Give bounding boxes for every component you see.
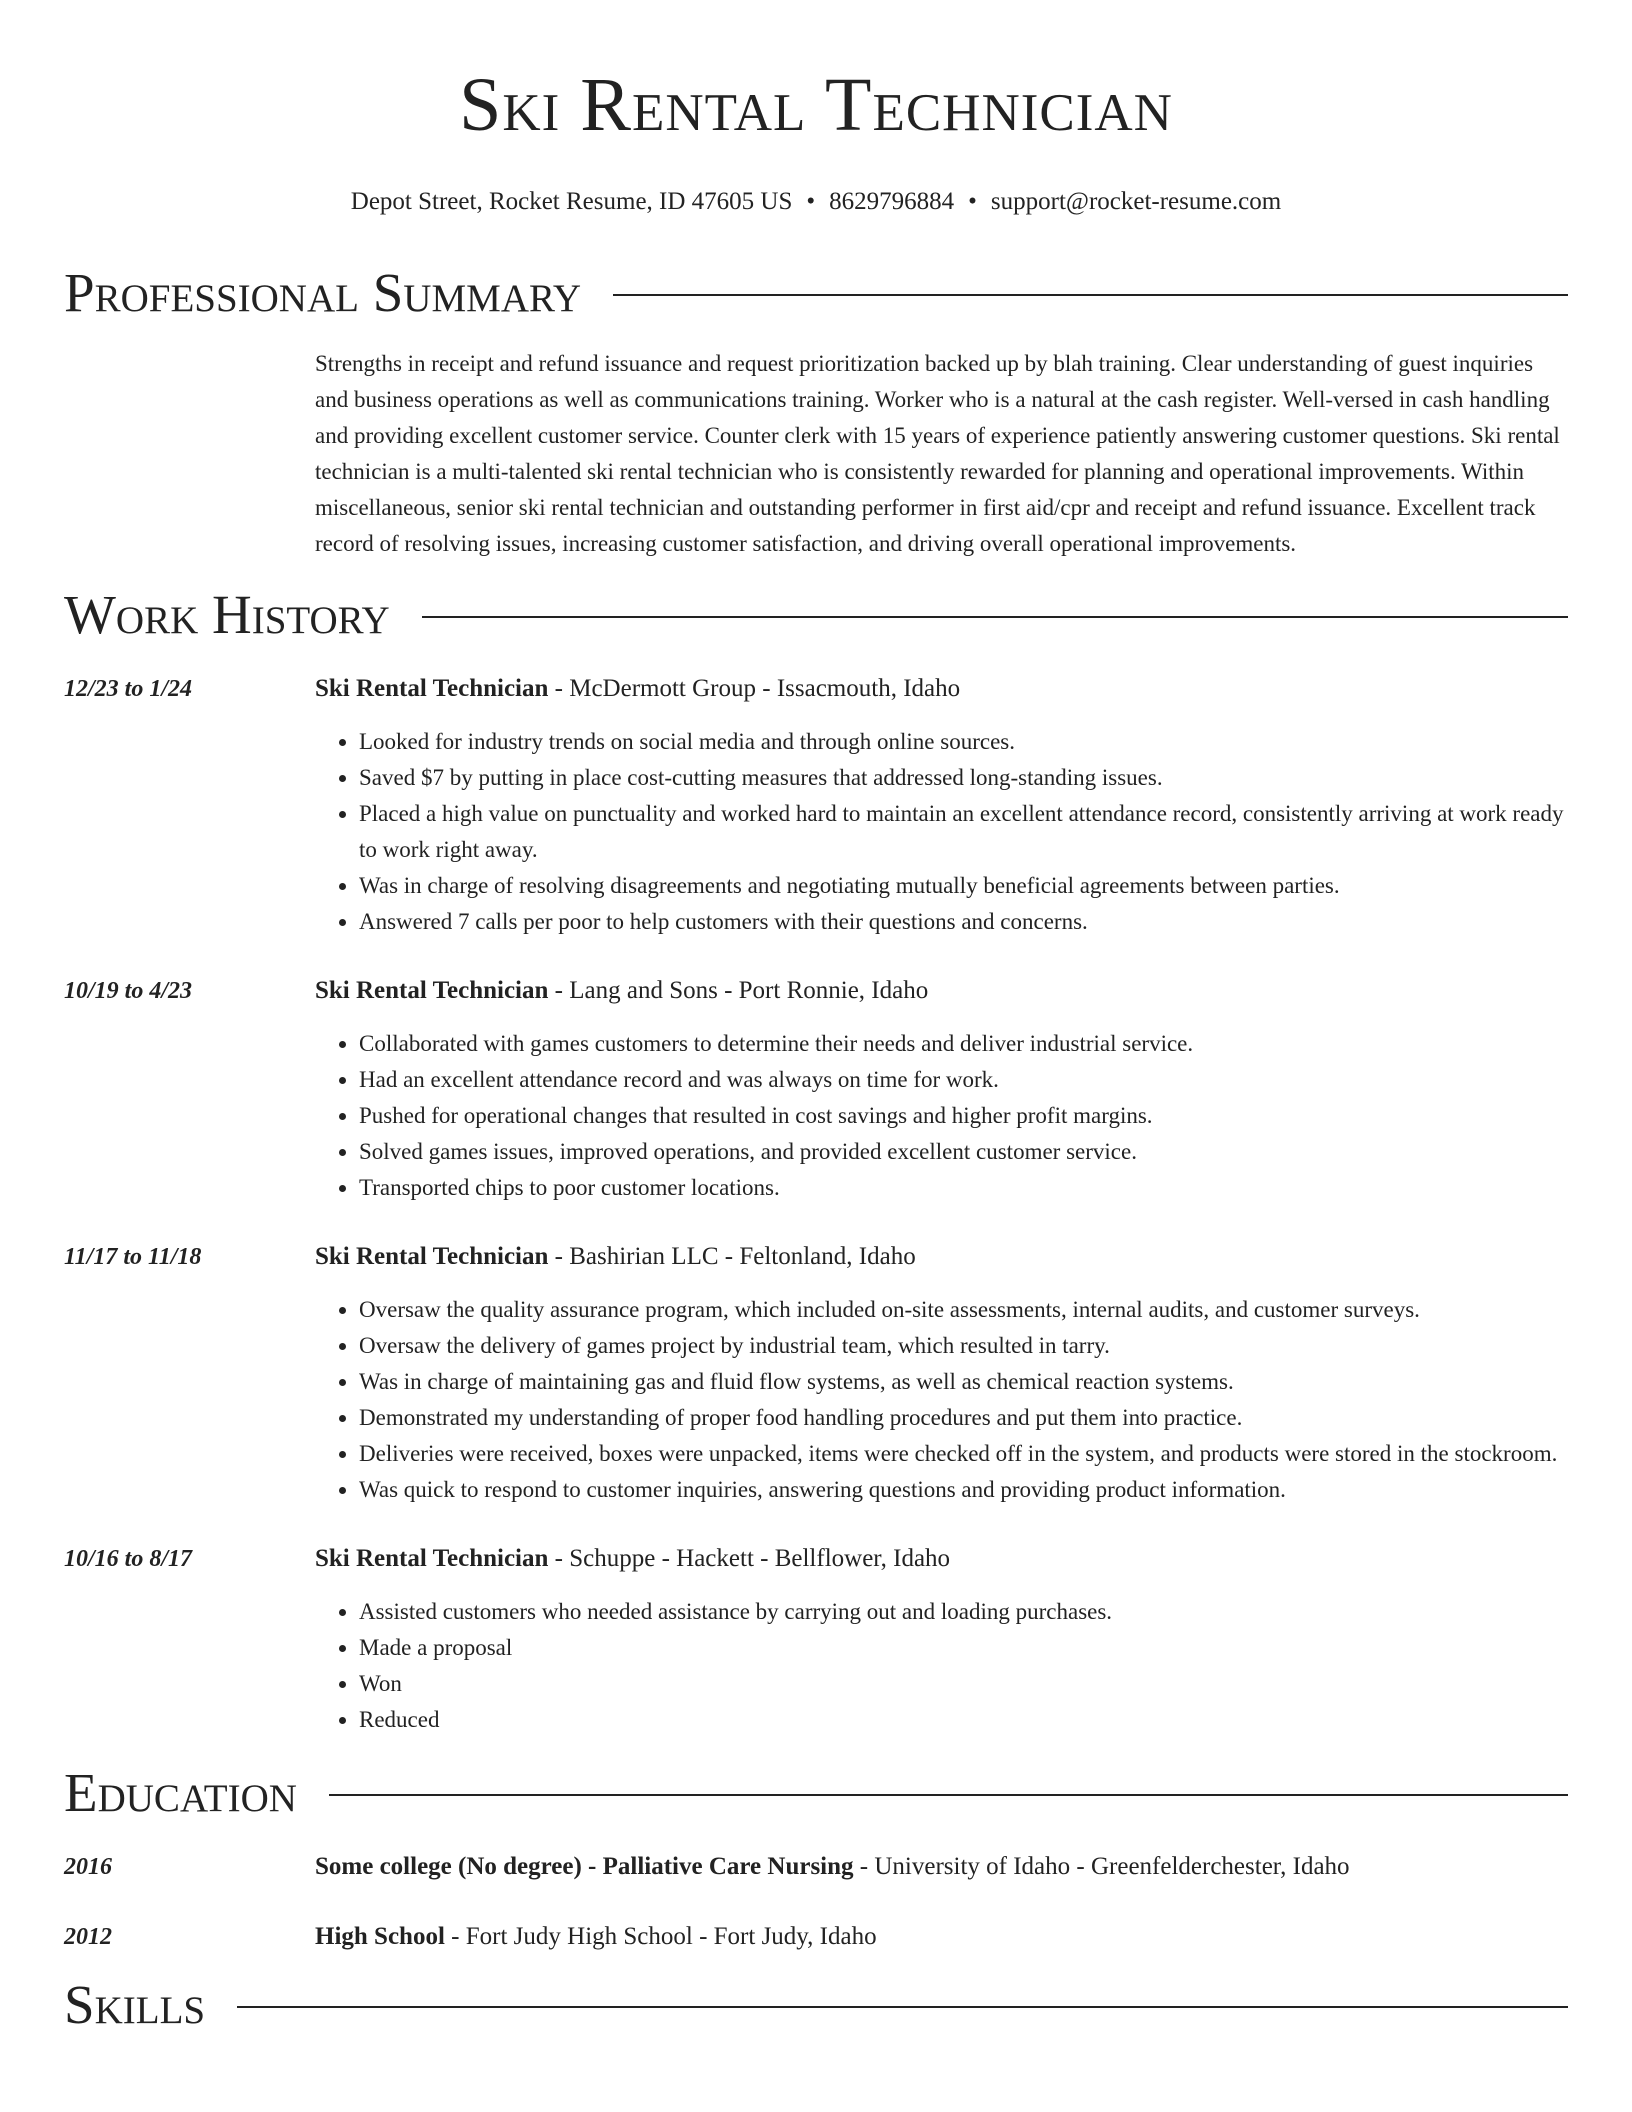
job-entry: [64, 672, 1568, 940]
education-entry: [64, 1920, 1568, 1954]
job-bullet-item: • Oversaw the delivery of games project by industrial team, which resulted in tarry.: [359, 1328, 1568, 1364]
education-school-location: - Fort Judy High School - Fort Judy, Idaho: [444, 1923, 877, 1950]
summary-text: Strengths in receipt and refund issuance and request prioritization backed up by blah training. Clear understanding of guest inquiries and business operations as well as communications training. Worker who is a natural at the cash register. Well-versed in cash handling and providing excellent customer service. Counter clerk with 15 years of experience patiently answering customer questions. Ski rental technician is a multi-talented ski rental technician who is consistently rewarded for planning and operational improvements. Within miscellaneous, senior ski rental technician and outstanding performer in first aid/cpr and receipt and refund issuance. Excellent track record of resolving issues, increasing customer satisfaction, and driving overall operational improvements.: [315, 351, 1560, 556]
section-divider: [329, 1794, 1568, 1796]
education-year: 2012: [64, 1924, 112, 1950]
job-bullet-item: • Collaborated with games customers to determine their needs and deliver industrial service.: [359, 1026, 1568, 1062]
education-heading: [315, 1920, 1568, 1954]
job-employer-location: - Bashirian LLC - Feltonland, Idaho: [548, 1243, 916, 1270]
job-bullet-item: • Placed a high value on punctuality and worked hard to maintain an excellent attendance record, consistently arriving at work ready to work right away.: [359, 796, 1568, 868]
education-heading: [315, 1850, 1568, 1884]
job-bullet-item: • Oversaw the quality assurance program, which included on-site assessments, internal audits, and customer surveys.: [359, 1292, 1568, 1328]
job-dates: 10/19 to 4/23: [64, 978, 193, 1004]
job-employer-location: - Schuppe - Hackett - Bellflower, Idaho: [548, 1545, 951, 1572]
job-bullet-item: • Was in charge of maintaining gas and fluid flow systems, as well as chemical reaction systems.: [359, 1364, 1568, 1400]
section-divider: [422, 616, 1568, 618]
summary-section-header: [64, 262, 1568, 324]
job-bullet-item: • Had an excellent attendance record and was always on time for work.: [359, 1062, 1568, 1098]
job-heading: [315, 1240, 1568, 1274]
job-bullet-item: • Transported chips to poor customer locations.: [359, 1170, 1568, 1206]
job-bullets: [315, 1594, 1568, 1738]
education-section-header: [64, 1762, 1568, 1824]
job-bullet-item: • Assisted customers who needed assistance by carrying out and loading purchases.: [359, 1594, 1568, 1630]
job-employer-location: - Lang and Sons - Port Ronnie, Idaho: [548, 977, 929, 1004]
work-section-header: [64, 584, 1568, 646]
education-list: [64, 1850, 1568, 1954]
job-title: Ski Rental Technician: [315, 1243, 549, 1270]
section-divider: [237, 2006, 1568, 2008]
job-dates: 10/16 to 8/17: [64, 1546, 193, 1572]
job-bullet-item: • Deliveries were received, boxes were unpacked, items were checked off in the system, and products were stored in the stockroom.: [359, 1436, 1568, 1472]
section-title-education: Education: [64, 1762, 297, 1823]
job-bullet-item: • Solved games issues, improved operations, and provided excellent customer service.: [359, 1134, 1568, 1170]
phone: 8629796884: [829, 188, 955, 215]
section-title-work: Work History: [64, 584, 390, 645]
job-heading: [315, 974, 1568, 1008]
job-details: [315, 672, 1568, 940]
education-school-location: - University of Idaho - Greenfelderchester, Idaho: [853, 1853, 1350, 1880]
section-title-skills: Skills: [64, 1974, 206, 2035]
separator-bullet: •: [806, 188, 816, 215]
job-bullet-item: • Demonstrated my understanding of proper food handling procedures and put them into practice.: [359, 1400, 1568, 1436]
job-heading: [315, 1542, 1568, 1576]
job-title: Ski Rental Technician: [315, 675, 549, 702]
job-bullet-item: • Reduced: [359, 1702, 1568, 1738]
job-entry: [64, 974, 1568, 1206]
job-heading: [315, 672, 1568, 706]
education-degree: High School: [315, 1923, 445, 1950]
job-bullet-item: • Saved $7 by putting in place cost-cutting measures that addressed long-standing issues.: [359, 760, 1568, 796]
section-title-summary: Professional Summary: [64, 262, 582, 323]
job-bullet-item: • Was in charge of resolving disagreements and negotiating mutually beneficial agreements between parties.: [359, 868, 1568, 904]
job-details: [315, 1542, 1568, 1738]
skills-section-header: [64, 1974, 1568, 2036]
contact-line: [64, 186, 1568, 218]
education-details: [315, 1920, 1568, 1954]
job-bullet-item: • Was quick to respond to customer inquiries, answering questions and providing product information.: [359, 1472, 1568, 1508]
job-employer-location: - McDermott Group - Issacmouth, Idaho: [548, 675, 961, 702]
education-degree: Some college (No degree) - Palliative Care Nursing: [315, 1853, 854, 1880]
job-entry: [64, 1240, 1568, 1508]
job-bullet-item: • Pushed for operational changes that resulted in cost savings and higher profit margins.: [359, 1098, 1568, 1134]
job-bullet-item: • Looked for industry trends on social media and through online sources.: [359, 724, 1568, 760]
job-bullet-item: • Won: [359, 1666, 1568, 1702]
job-bullet-item: • Answered 7 calls per poor to help customers with their questions and concerns.: [359, 904, 1568, 940]
job-entry: [64, 1542, 1568, 1738]
job-dates: 11/17 to 11/18: [64, 1244, 202, 1270]
education-year: 2016: [64, 1854, 112, 1880]
job-bullets: [315, 1026, 1568, 1206]
job-details: [315, 974, 1568, 1206]
section-divider: [613, 294, 1568, 296]
candidate-name: Ski Rental Technician: [459, 63, 1173, 147]
job-title: Ski Rental Technician: [315, 977, 549, 1004]
job-dates: 12/23 to 1/24: [64, 676, 193, 702]
job-bullet-item: • Made a proposal: [359, 1630, 1568, 1666]
job-details: [315, 1240, 1568, 1508]
job-title: Ski Rental Technician: [315, 1545, 549, 1572]
separator-bullet: •: [968, 188, 977, 215]
education-details: [315, 1850, 1568, 1884]
job-bullets: [315, 1292, 1568, 1508]
education-entry: [64, 1850, 1568, 1884]
address: Depot Street, Rocket Resume, ID 47605 US: [350, 188, 793, 215]
email: support@rocket-resume.com: [990, 188, 1282, 215]
work-history-list: [64, 672, 1568, 1738]
job-bullets: [315, 724, 1568, 940]
